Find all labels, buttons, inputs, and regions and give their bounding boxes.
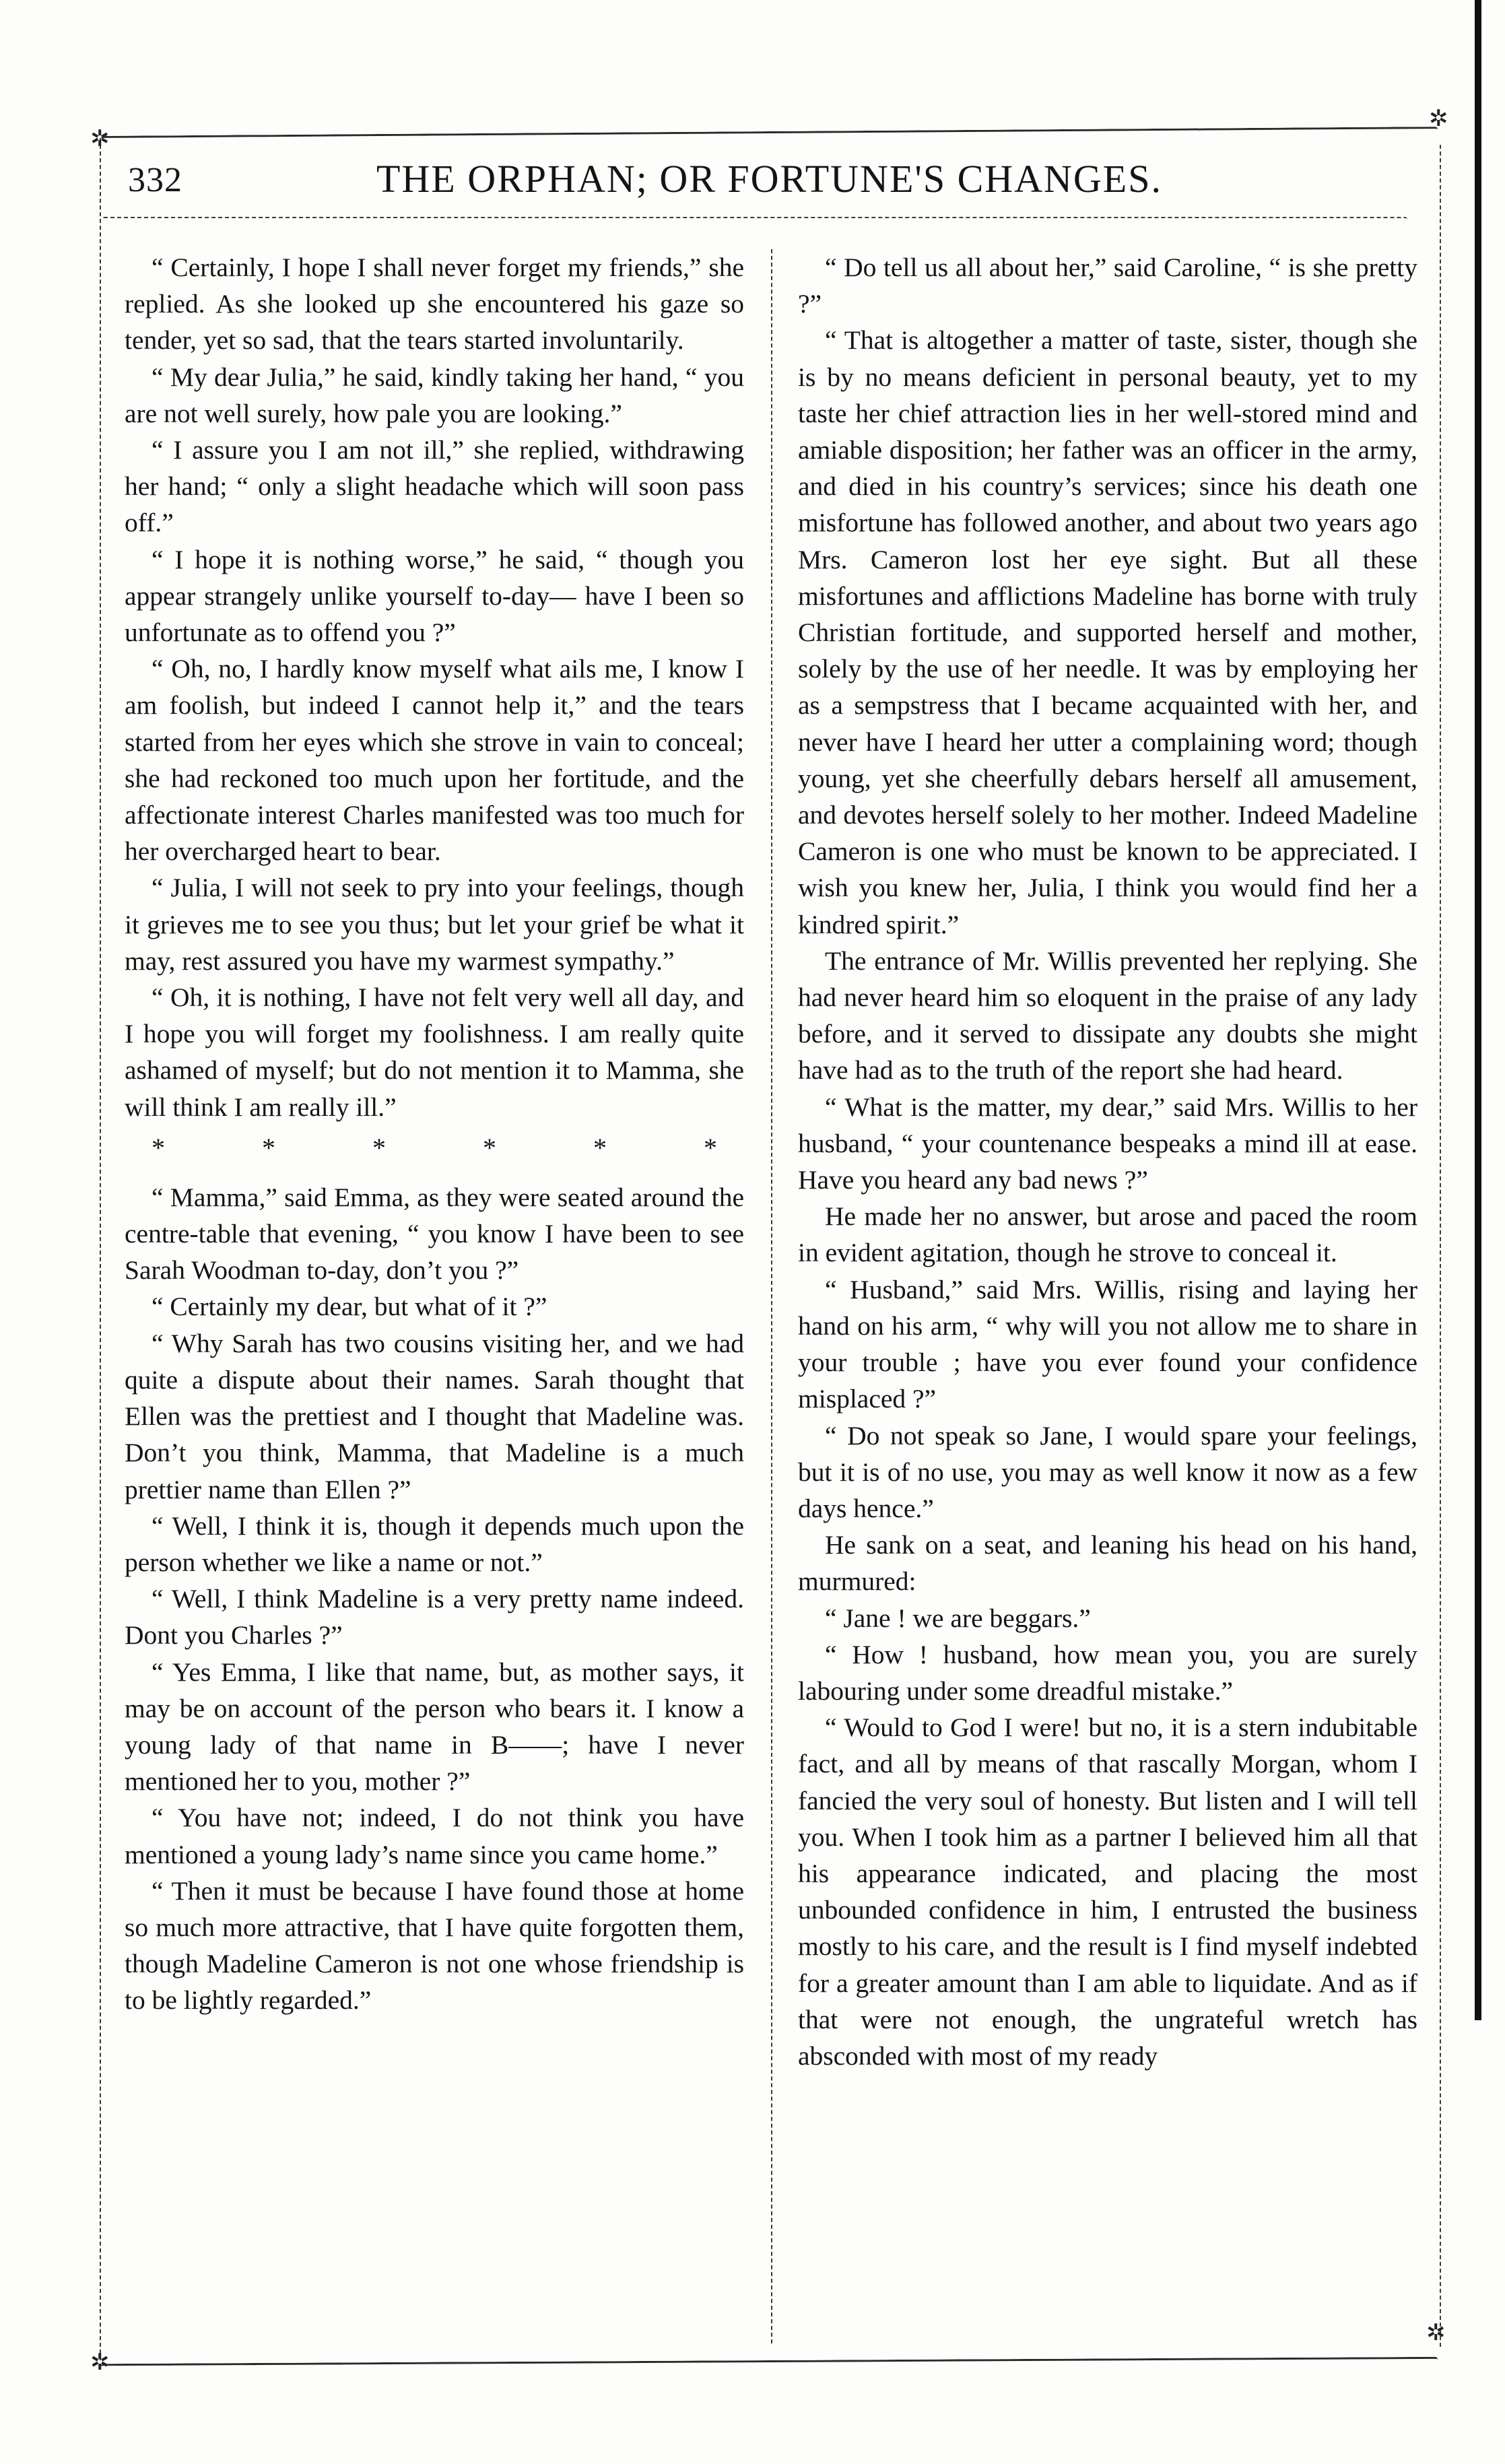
paragraph: “ That is altogether a matter of taste, sister, though she is by no means deficient in personal beauty, yet to my taste her chief attraction lies in her well-stored mind and amiable disposition; her father was an officer in the army, and died in his country’s services; since his death one misfortune has followed another, and about two years ago Mrs. Cameron lost her eye sight. But all these misfortunes and afflictions Madeline has borne with truly Christian fortitude, and supported herself and mother, solely by the use of her needle. It was by employing her as a sempstress that I became acquainted with her, and never have I heard her utter a complaining word; though young, yet she cheerfully debars herself all amusement, and devotes herself solely to her mother. Indeed Madeline Cameron is one who must be known to be appreciated. I wish you knew her, Julia, I think you would find her a kindred spirit.” <box>798 325 1417 939</box>
paragraph: The entrance of Mr. Willis prevented her replying. She had never heard him so eloquent in the praise of any lady before, and it served to dissipate any doubts she might have had as to the truth of the report she had heard. <box>798 945 1417 1086</box>
paragraph: “ Certainly my dear, but what of it ?” <box>152 1292 547 1322</box>
paragraph: He made her no answer, but arose and paced the room in evident agitation, though he strove to conceal it. <box>798 1201 1417 1268</box>
corner-ornament-icon: ✲ <box>90 127 110 152</box>
paragraph: “ Julia, I will not seek to pry into your feelings, though it grieves me to see you thus; but let your grief be what it may, rest assured you have my warmest sympathy.” <box>125 873 744 976</box>
paragraph: “ Would to God I were! but no, it is a stern indubitable fact, and all by means of that rascally Morgan, whom I fancied the very soul of honesty. But listen and I will tell you. When I took him as a partner I believed him all that his appearance indicated, and placing the most unbounded confidence in him, I entrusted the business mostly to his care, and the result is I find myself indebted for a greater amount than I am able to liquidate. And as if that were not enough, the ungrateful wretch has absconded with most of my ready <box>798 1712 1417 2071</box>
paragraph: “ Do not speak so Jane, I would spare your feelings, but it is of no use, you may as well know it now as a few days hence.” <box>798 1420 1417 1523</box>
section-break-asterisk: * <box>262 1132 275 1163</box>
running-header <box>101 156 1438 210</box>
paragraph: “ Husband,” said Mrs. Willis, rising and laying her hand on his arm, “ why will you not allow me to share in your trouble ; have you ever found your confidence misplaced ?” <box>798 1274 1417 1414</box>
paragraph: “ Then it must be because I have found those at home so much more attractive, that I have quite forgotten them, though Madeline Cameron is not one whose friendship is to be lightly regarded.” <box>125 1875 744 2016</box>
section-break <box>125 1129 744 1167</box>
left-text-column <box>125 249 744 2019</box>
section-break-asterisk: * <box>372 1132 386 1163</box>
corner-ornament-icon: ✲ <box>90 2350 110 2375</box>
right-text-column <box>798 249 1417 2074</box>
section-break-asterisk: * <box>152 1132 165 1163</box>
section-break-asterisk: * <box>593 1132 607 1163</box>
paragraph: “ I hope it is nothing worse,” he said, “ though you appear strangely unlike yourself to-day— have I been so unfortunate as to offend you ?” <box>125 544 744 648</box>
paragraph: “ I assure you I am not ill,” she replied, withdrawing her hand; “ only a slight headache which will soon pass off.” <box>125 435 744 538</box>
left-border-rule <box>100 138 101 2360</box>
right-border-rule <box>1440 145 1441 2347</box>
paragraph: “ Mamma,” said Emma, as they were seated around the centre-table that evening, “ you know I have been to see Sarah Woodman to-day, don’t you ?” <box>125 1182 744 1286</box>
bottom-border-rule <box>101 2357 1438 2371</box>
paragraph: “ What is the matter, my dear,” said Mrs. Willis to her husband, “ your countenance bespeaks a mind ill at ease. Have you heard any bad news ?” <box>798 1092 1417 1195</box>
top-border-rule <box>101 127 1438 143</box>
page-number: 332 <box>128 161 182 199</box>
binding-edge-shadow <box>1475 0 1481 2020</box>
corner-ornament-icon: ✲ <box>1426 2321 1446 2345</box>
paragraph: “ Jane ! we are beggars.” <box>825 1603 1091 1633</box>
section-break-asterisk: * <box>704 1132 717 1163</box>
paragraph: “ Do tell us all about her,” said Caroline, “ is she pretty ?” <box>798 253 1417 319</box>
section-break-asterisk: * <box>483 1132 496 1163</box>
paragraph: “ Certainly, I hope I shall never forget my friends,” she replied. As she looked up she encountered his gaze so tender, yet so sad, that the tears started involuntarily. <box>125 253 744 356</box>
paragraph: “ Oh, it is nothing, I have not felt very well all day, and I hope you will forget my foolishness. I am really quite ashamed of myself; but do not mention it to Mamma, she will think I am really ill.” <box>125 983 744 1122</box>
paragraph: “ My dear Julia,” he said, kindly taking her hand, “ you are not well surely, how pale you are looking.” <box>125 362 744 428</box>
paragraph: “ Well, I think it is, though it depends much upon the person whether we like a name or not.” <box>125 1510 744 1577</box>
paragraph: He sank on a seat, and leaning his head on his hand, murmured: <box>798 1530 1417 1597</box>
paragraph: “ How ! husband, how mean you, you are surely labouring under some dreadful mistake.” <box>798 1639 1417 1706</box>
corner-ornament-icon: ✲ <box>1429 106 1448 131</box>
paragraph: “ Oh, no, I hardly know myself what ails me, I know I am foolish, but indeed I cannot help it,” and the tears started from her eyes which she strove in vain to conceal; she had reckoned too much upon her fortitude, and the affectionate interest Charles manifested was too much for her overcharged heart to bear. <box>125 654 744 867</box>
column-divider-rule <box>771 249 772 2343</box>
paragraph: “ You have not; indeed, I do not think you have mentioned a young lady’s name since you came home.” <box>125 1803 744 1869</box>
header-underline-rule <box>101 217 1407 224</box>
paragraph: “ Well, I think Madeline is a very pretty name indeed. Dont you Charles ?” <box>125 1584 744 1651</box>
paragraph: “ Why Sarah has two cousins visiting her, and we had quite a dispute about their names. Sarah thought that Ellen was the prettiest and I thought that Madeline was. Don’t you think, Mamma, that Madeline is a much prettier name than Ellen ?” <box>125 1328 744 1504</box>
paragraph: “ Yes Emma, I like that name, but, as mother says, it may be on account of the person who bears it. I know a young lady of that name in B——; have I never mentioned her to you, mother ?” <box>125 1657 744 1797</box>
running-title: THE ORPHAN; OR FORTUNE'S CHANGES. <box>376 157 1162 201</box>
